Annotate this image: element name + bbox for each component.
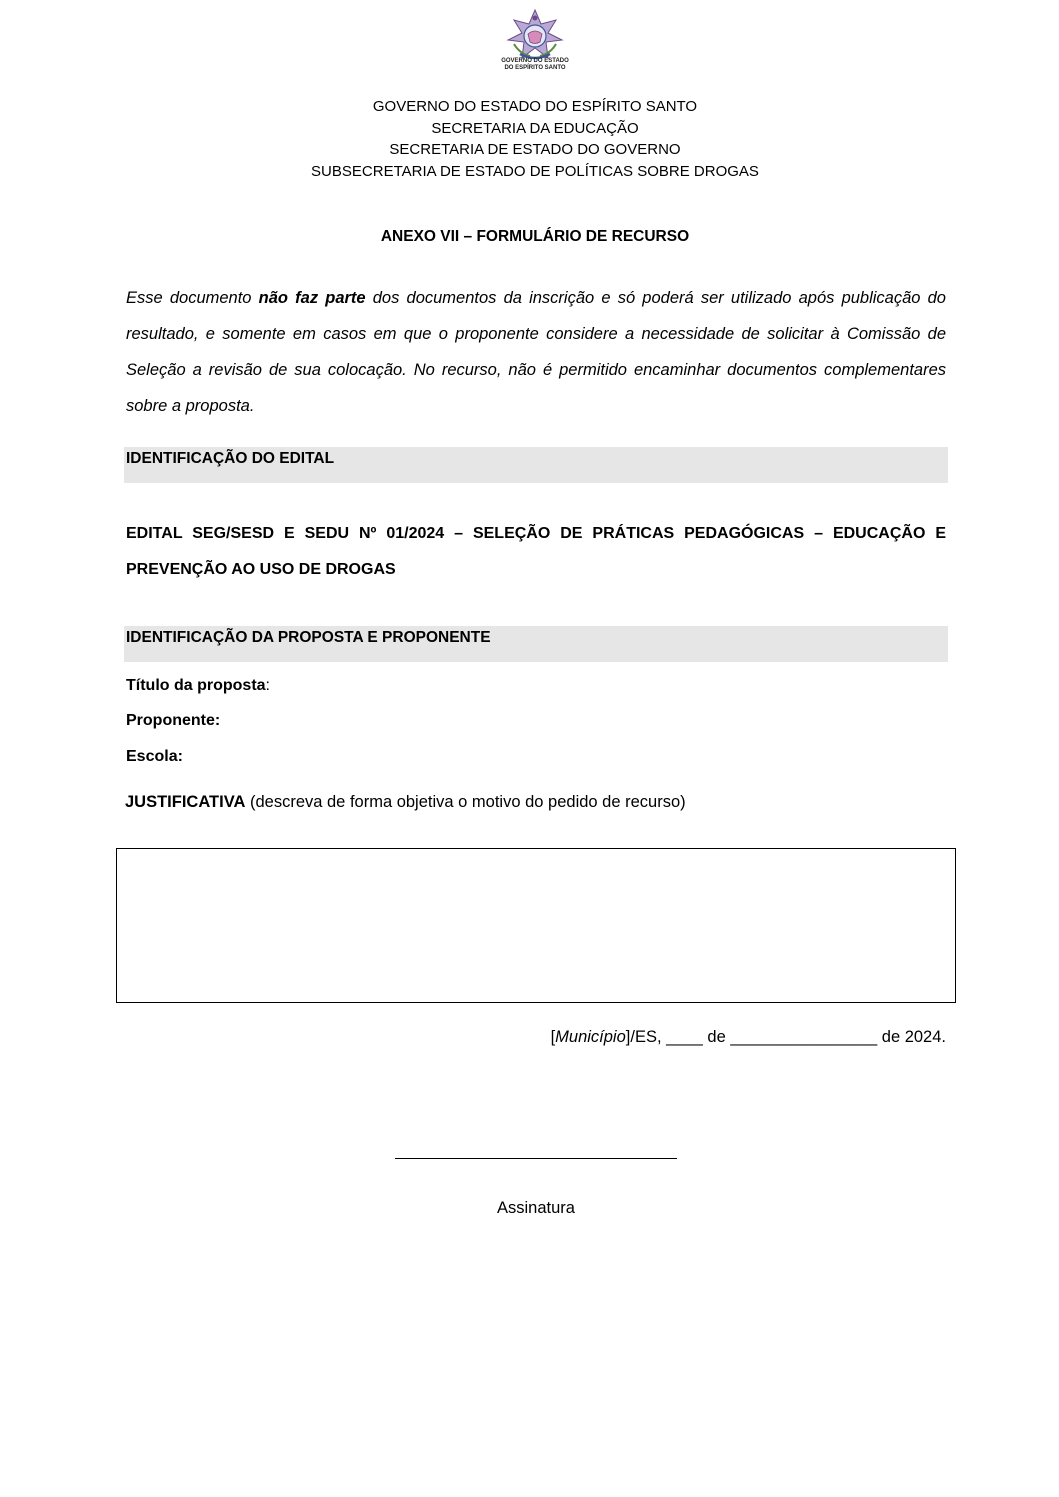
date-open-bracket: [ [550,1028,556,1046]
logo-caption-line1: GOVERNO DO ESTADO [501,58,569,64]
justification-text-box[interactable] [116,848,956,1003]
signature-label: Assinatura [497,1199,575,1217]
header-line-government: GOVERNO DO ESTADO DO ESPÍRITO SANTO [372,98,698,115]
section-title-proposal: IDENTIFICAÇÃO DA PROPOSTA E PROPONENTE [126,629,491,646]
section-bar-proposal [124,626,948,662]
field-school-label: Escola: [126,748,183,765]
document-header [130,96,940,182]
field-school [126,747,183,767]
header-line-education: SECRETARIA DA EDUCAÇÃO [431,119,639,137]
field-proponent-label: Proponente: [126,712,221,729]
section-title-edital: IDENTIFICAÇÃO DO EDITAL [126,450,335,467]
intro-part1: Esse documento [126,289,259,307]
header-line-subsecretariat: SUBSECRETARIA DE ESTADO DE POLÍTICAS SOBRE DROGAS [311,162,759,180]
date-rest: ]/ES, ____ de ________________ de 2024. [625,1028,946,1046]
justification-hint: (descreva de forma objetiva o motivo do pedido de recurso) [245,793,686,811]
header-line-secretariat: SECRETARIA DE ESTADO DO GOVERNO [389,141,681,158]
field-proponent [126,711,220,731]
edital-text: EDITAL SEG/SESD E SEDU Nº 01/2024 – SELEÇÃO DE PRÁTICAS PEDAGÓGICAS – EDUCAÇÃO E PREVENÇÃO AO USO DE DROGAS [126,525,946,578]
annex-title: ANEXO VII – FORMULÁRIO DE RECURSO [380,228,690,245]
intro-part2: dos documentos da inscrição e só poderá ser utilizado após publicação do resultado, e somente em casos em que o proponente considere a necessidade de solicitar à Comissão de Seleção a revisão de sua colocação. No recurso, não é permitido encaminhar documentos complementares sobre a proposta. [126,289,946,415]
logo-caption [490,58,580,72]
field-proposal-title [126,676,270,696]
logo-caption-line2: DO ESPÍRITO SANTO [504,65,566,71]
field-proposal-title-label: Título da proposta [126,677,266,694]
section-bar-edital [124,447,948,483]
justification-heading [125,792,686,812]
signature-line [395,1158,677,1159]
date-line [430,1026,946,1048]
justification-label: JUSTIFICATIVA [125,793,246,811]
intro-paragraph [126,280,946,424]
field-proposal-title-colon: : [265,677,270,694]
date-municipio: Município [555,1028,626,1046]
intro-bold: não faz parte [258,289,366,307]
